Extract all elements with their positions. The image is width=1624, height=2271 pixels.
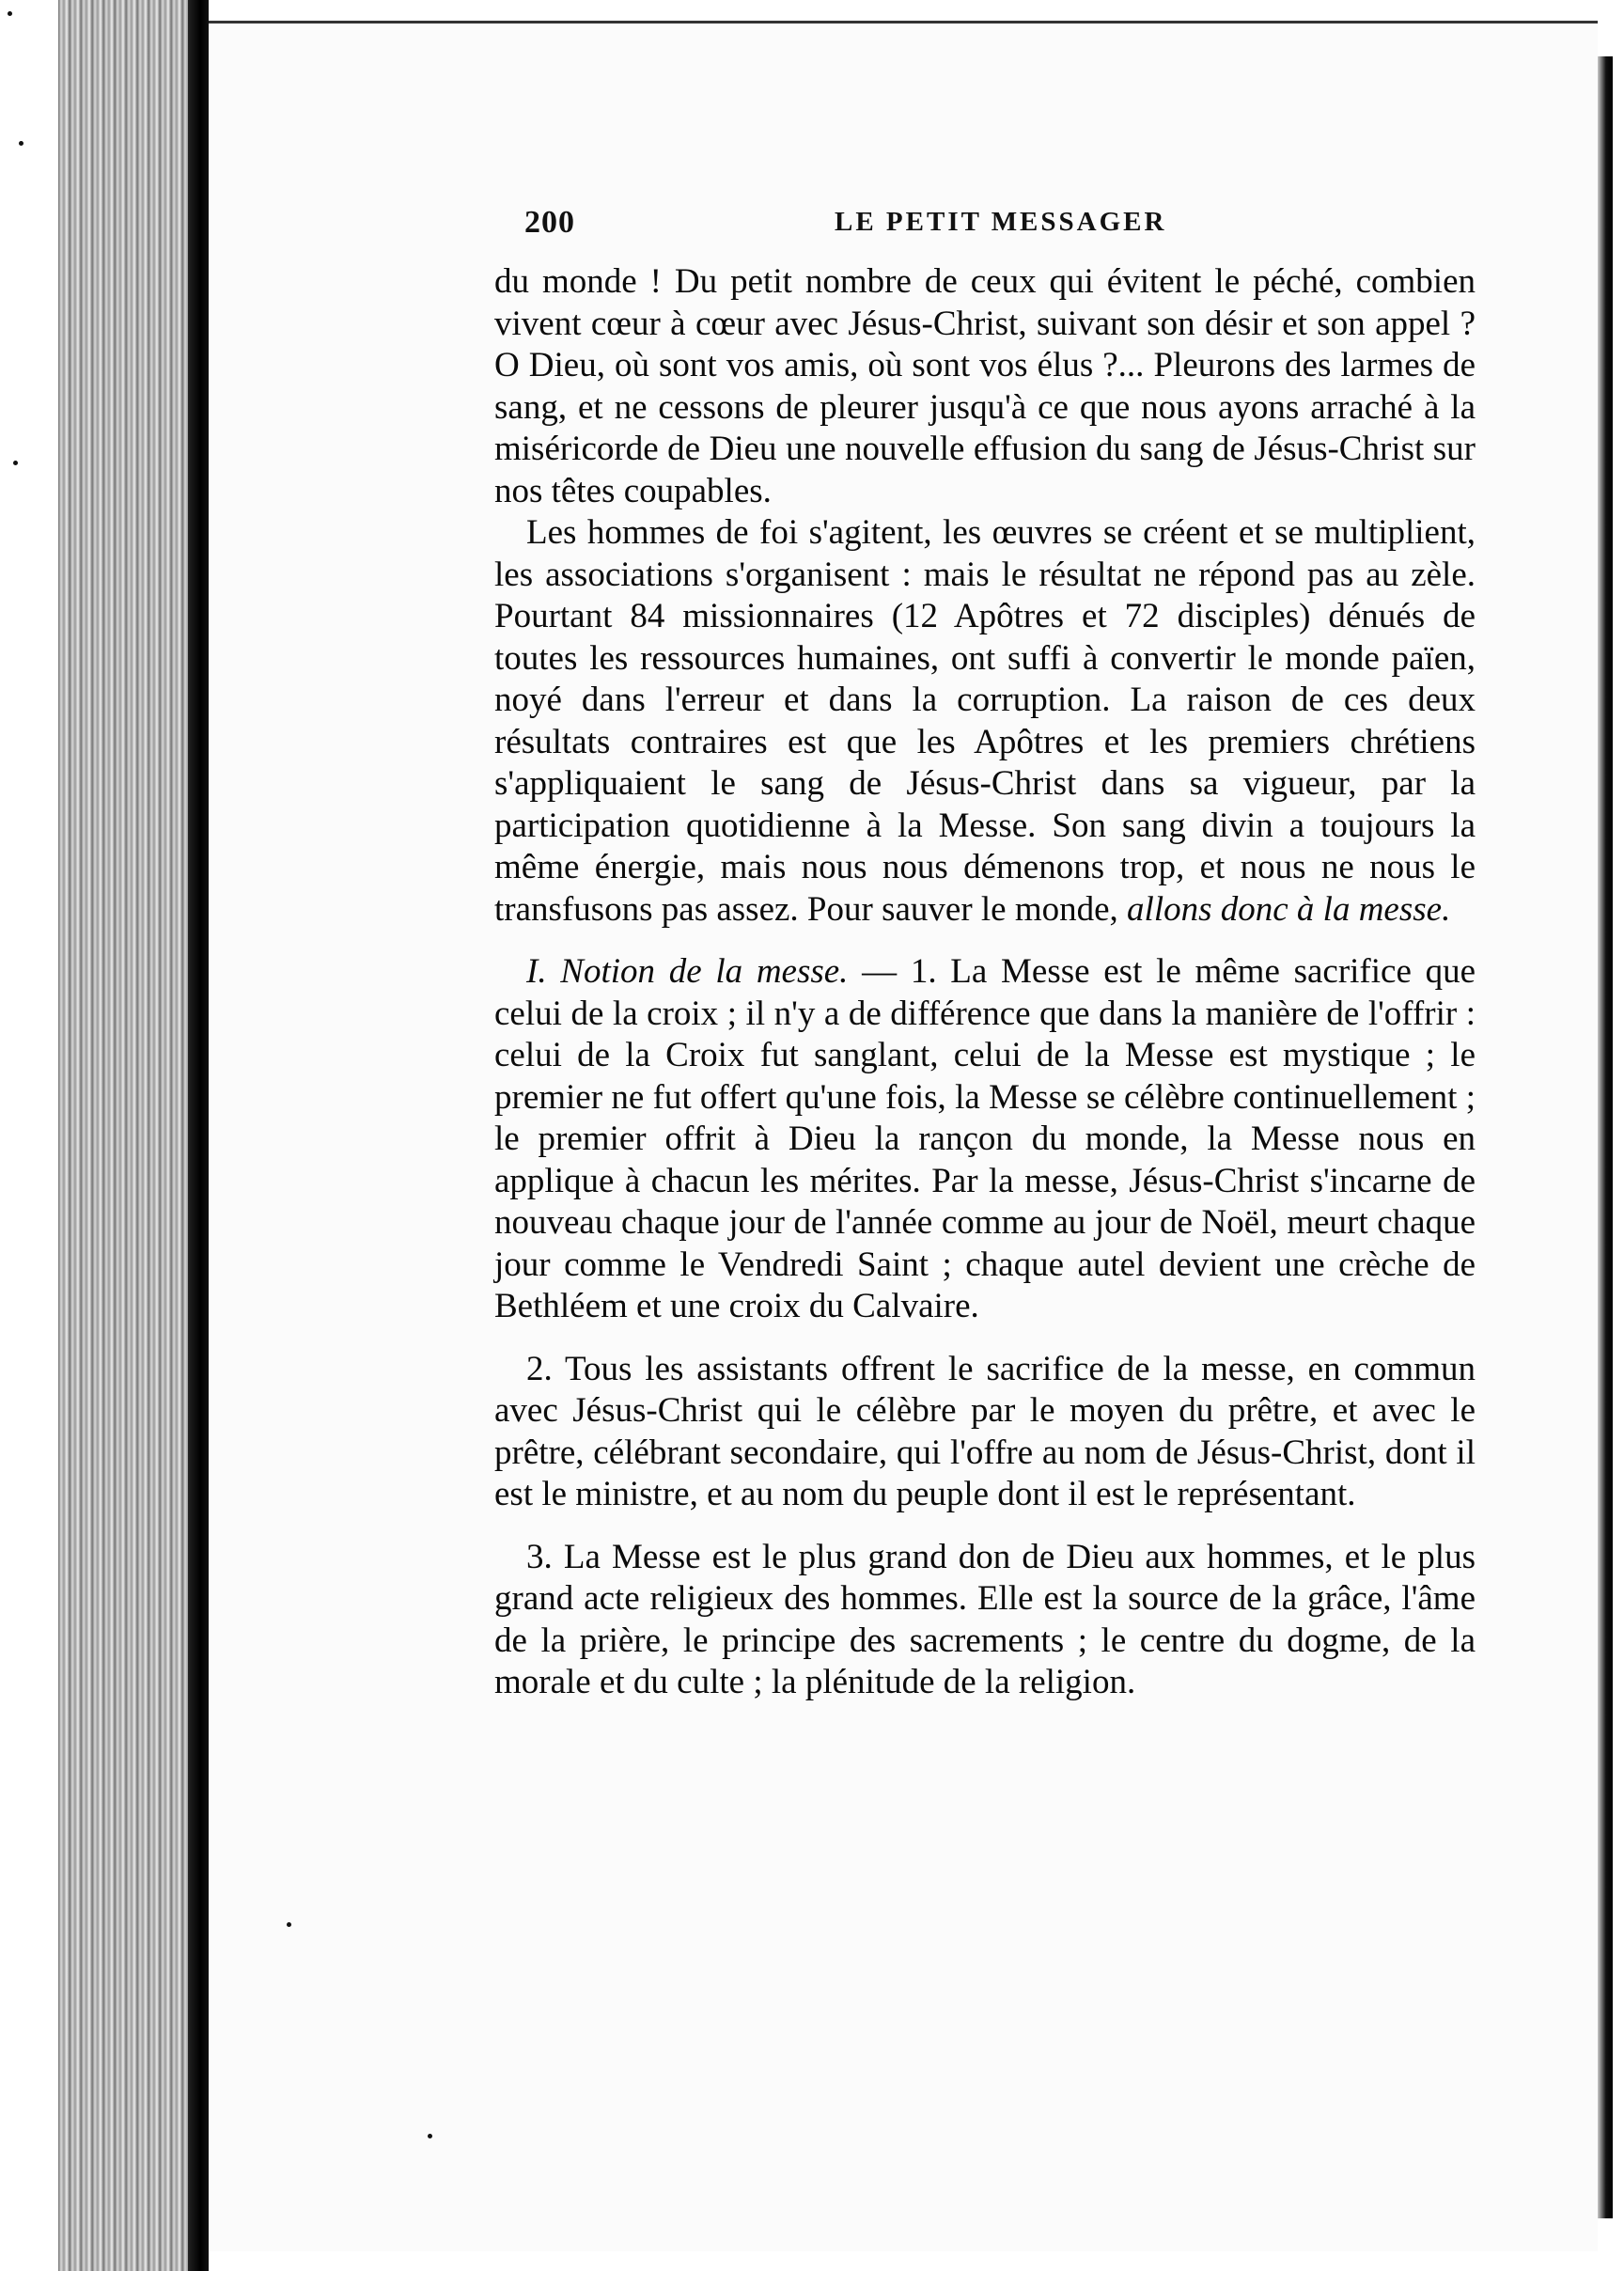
page-number: 200 [524, 205, 575, 240]
running-head: LE PETIT MESSAGER [835, 207, 1167, 237]
paragraph-text: Les hommes de foi s'agitent, les œuvres se créent et se multiplient, les associations s'organisent : mais le résultat ne répond pas au zèle. Pourtant 84 missionnaires (12 Apôtres et 72 disciples) dénués de toutes les ressources humaines, ont suffi à convertir le monde païen, noyé dans l'erreur et dans la corruption. La raison de ces deux résultats contraires est que les Apôtres et les premiers chrétiens s'appliquaient le sang de Jésus-Christ dans sa vigueur, par la participation quotidienne à la Messe. Son sang divin a toujours la même énergie, mais nous nous démenons trop, et nous ne nous le transfusons pas assez. Pour sauver le monde, [494, 513, 1476, 929]
scan-speck [13, 461, 18, 465]
section-paragraph [494, 951, 1476, 1328]
body-text [494, 261, 1476, 1704]
page-header [524, 205, 1207, 243]
scan-speck [428, 2134, 432, 2138]
scan-speck [8, 11, 12, 16]
scan-speck [287, 1922, 291, 1927]
binding-shadow [188, 0, 209, 2271]
numbered-paragraph: 3. La Messe est le plus grand don de Dieu aux hommes, et le plus grand acte religieux des hommes. Elle est la source de la grâce, l'âme de la prière, le principe des sacrements ; le centre du dogme, de la morale et du culte ; la plénitude de la religion. [494, 1537, 1476, 1701]
numbered-paragraph: 2. Tous les assistants offrent le sacrifice de la messe, en commun avec Jésus-Christ qui le célèbre par le moyen du prêtre, et avec le prêtre, célébrant secondaire, qui l'offre au nom de Jésus-Christ, dont il est le ministre, et au nom du peuple dont il est le représentant. [494, 1349, 1476, 1513]
book-page-edges [58, 0, 199, 2271]
scan-speck [19, 141, 23, 146]
paragraph [494, 512, 1476, 931]
page-right-edge [1598, 56, 1613, 2218]
paragraph-text: — 1. La Messe est le même sacrifice que celui de la croix ; il n'y a de différence que dans la manière de l'offrir : celui de la Croix fut sanglant, celui de la Messe est mystique ; le premier ne fut offert qu'une fois, la Messe se célèbre continuellement ; le premier offrit à Dieu la rançon du monde, la Messe nous en applique à chacun les mérites. Par la messe, Jésus-Christ s'incarne de nouveau chaque jour de l'année comme au jour de Noël, meurt chaque jour comme le Vendredi Saint ; chaque autel devient une crèche de Bethléem et une croix du Calvaire. [494, 952, 1476, 1325]
italic-phrase: allons donc à la messe. [1127, 889, 1451, 929]
section-title: I. Notion de la messe. [526, 952, 849, 991]
paragraph: du monde ! Du petit nombre de ceux qui évitent le péché, combien vivent cœur à cœur avec Jésus-Christ, suivant son désir et son appel ? O Dieu, où sont vos amis, où sont vos élus ?... Pleurons des larmes de sang, et ne cessons de pleurer jusqu'à ce que nous ayons arraché à la miséricorde de Dieu une nouvelle effusion du sang de Jésus-Christ sur nos têtes coupables. [494, 262, 1476, 510]
